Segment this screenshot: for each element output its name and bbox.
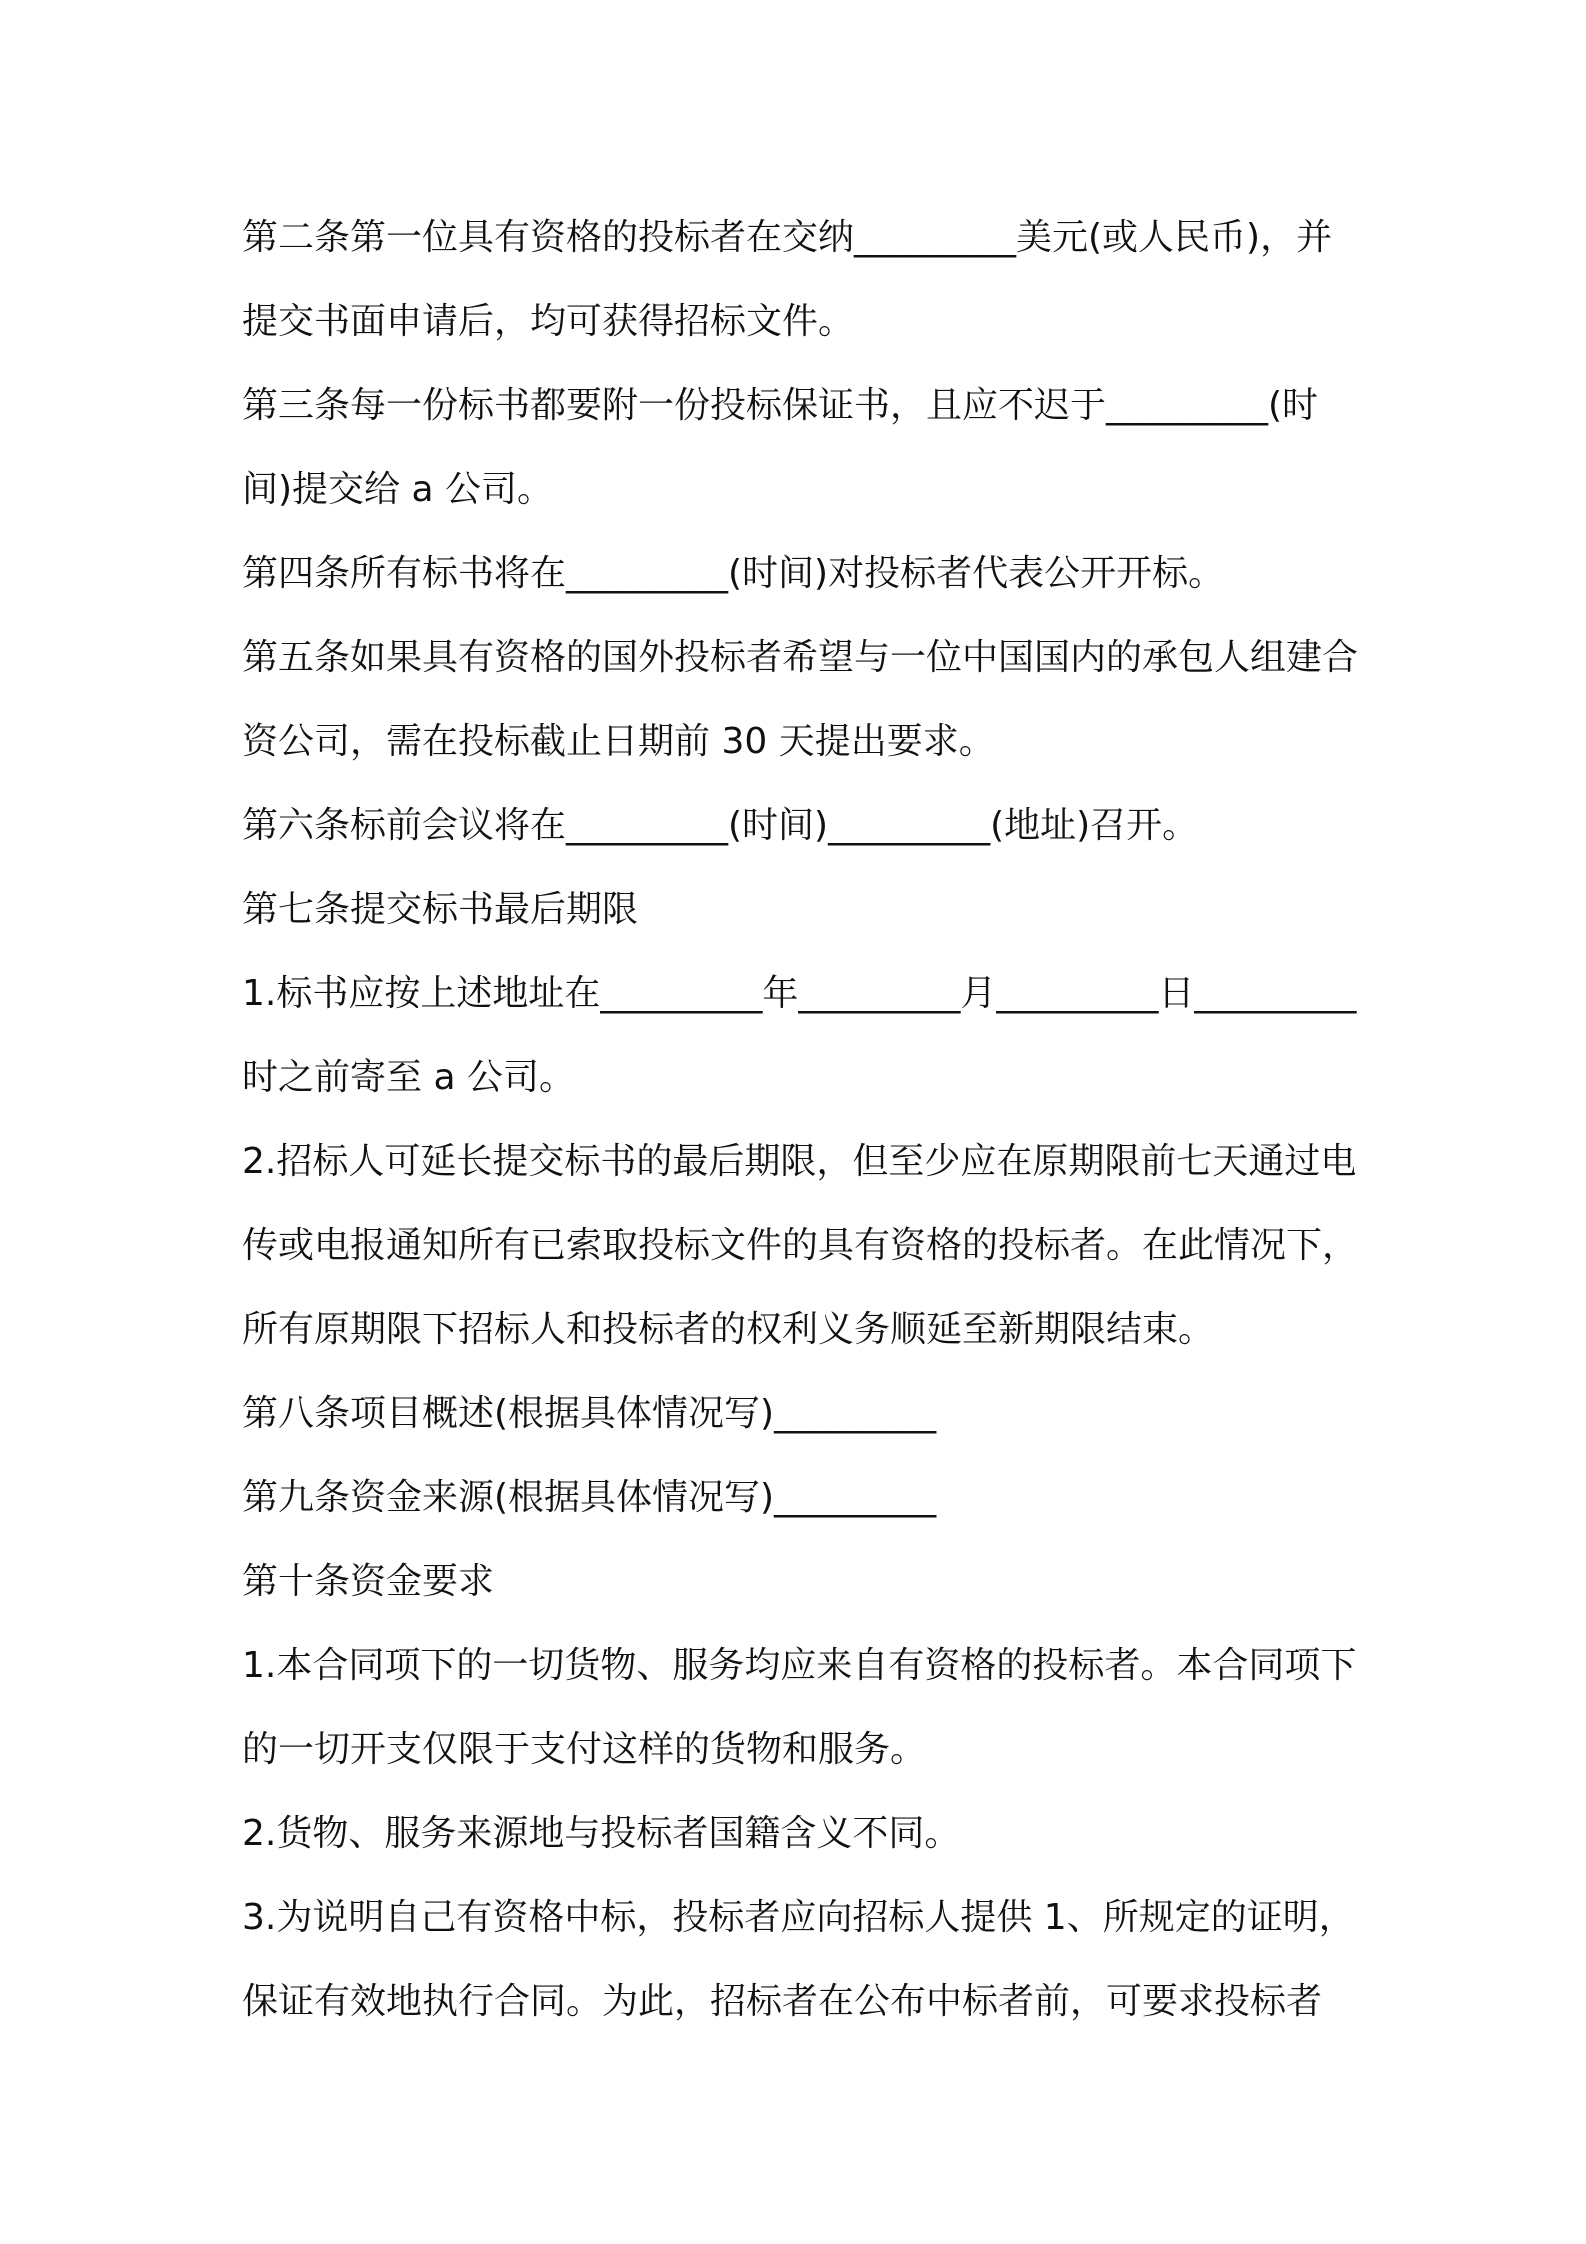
paragraph-article-2: 第二条第一位具有资格的投标者在交纳_________美元(或人民币)，并提交书面申请后，均可获得招标文件。	[242, 217, 1333, 342]
paragraph-article-8: 第八条项目概述(根据具体情况写)_________	[242, 1393, 937, 1434]
paragraph-article-10-item-1: 1.本合同项下的一切货物、服务均应来自有资格的投标者。本合同项下的一切开支仅限于支付这样的货物和服务。	[242, 1645, 1357, 1770]
paragraph-article-3: 第三条每一份标书都要附一份投标保证书，且应不迟于_________(时间)提交给 a 公司。	[242, 385, 1319, 510]
paragraph-article-10-item-2: 2.货物、服务来源地与投标者国籍含义不同。	[242, 1813, 961, 1854]
heading-article-7: 第七条提交标书最后期限	[242, 889, 639, 930]
paragraph-article-7-item-1: 1.标书应按上述地址在_________年_________月_________日_________时之前寄至 a 公司。	[242, 973, 1357, 1098]
paragraph-article-6: 第六条标前会议将在_________(时间)_________(地址)召开。	[242, 805, 1199, 846]
paragraph-article-7-item-2: 2.招标人可延长提交标书的最后期限，但至少应在原期限前七天通过电传或电报通知所有已索取投标文件的具有资格的投标者。在此情况下，所有原期限下招标人和投标者的权利义务顺延至新期限结束。	[242, 1141, 1359, 1350]
heading-article-10: 第十条资金要求	[242, 1561, 495, 1602]
paragraph-article-10-item-3: 3.为说明自己有资格中标，投标者应向招标人提供 1、所规定的证明，保证有效地执行合同。为此，招标者在公布中标者前，可要求投标者	[242, 1897, 1355, 2022]
document-body	[242, 196, 1362, 2044]
paragraph-article-9: 第九条资金来源(根据具体情况写)_________	[242, 1477, 937, 1518]
paragraph-article-4: 第四条所有标书将在_________(时间)对投标者代表公开开标。	[242, 553, 1225, 594]
paragraph-article-5: 第五条如果具有资格的国外投标者希望与一位中国国内的承包人组建合资公司，需在投标截止日期前 30 天提出要求。	[242, 637, 1359, 762]
